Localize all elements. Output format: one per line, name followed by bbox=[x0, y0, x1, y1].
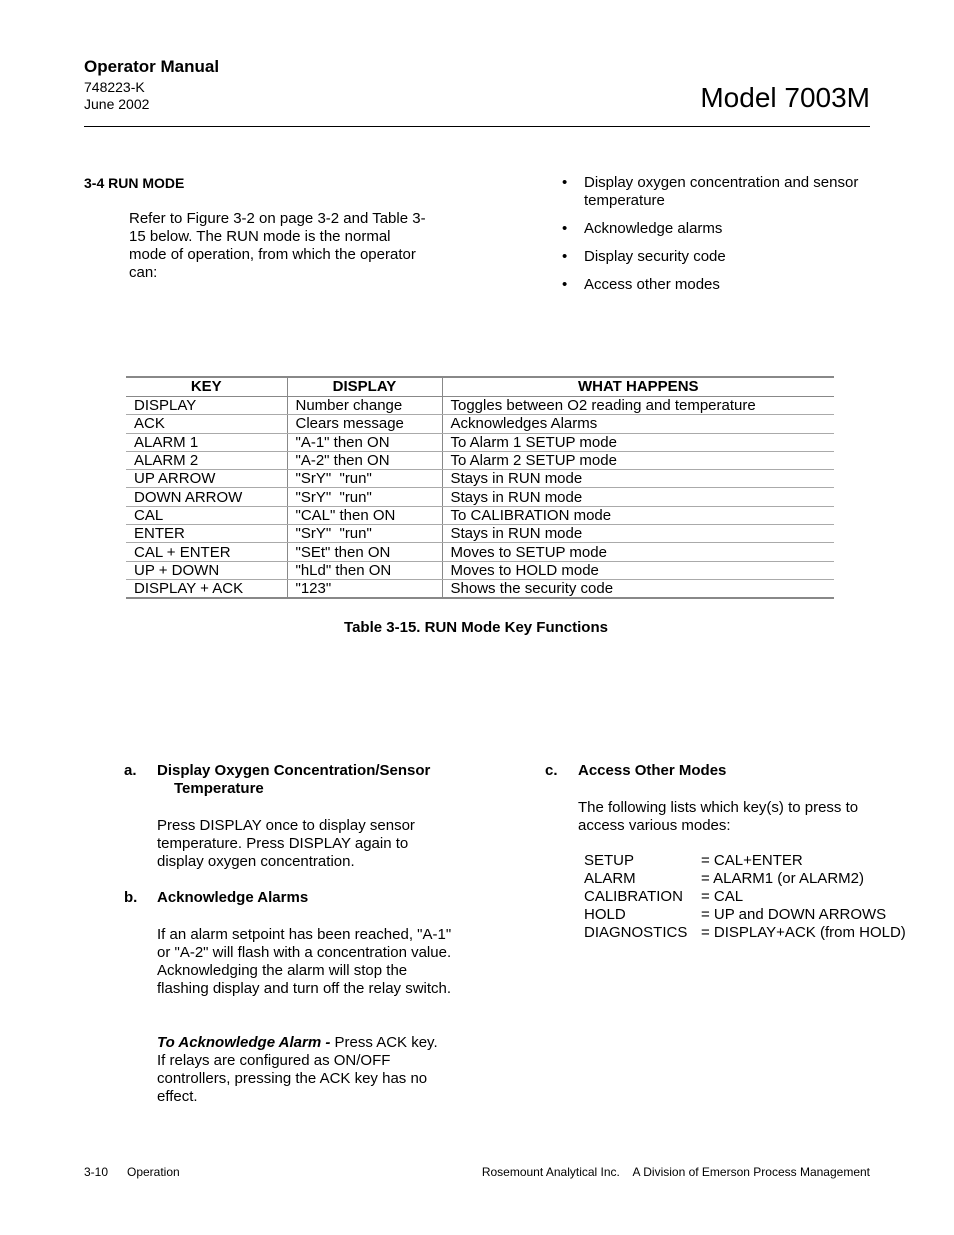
table-cell: ACK bbox=[126, 415, 287, 433]
table-cell: "123" bbox=[287, 579, 442, 598]
mode-row bbox=[582, 924, 908, 942]
mode-name: CALIBRATION bbox=[584, 888, 683, 905]
mode-keys: = CAL bbox=[701, 888, 744, 905]
table-cell: "SEt" then ON bbox=[287, 543, 442, 561]
table-row bbox=[126, 433, 834, 451]
mode-keys: = CAL+ENTER bbox=[701, 852, 803, 869]
sub-c-text: The following lists which key(s) to press to access various modes: bbox=[578, 799, 859, 834]
table-row bbox=[126, 415, 834, 433]
mode-name: SETUP bbox=[584, 852, 635, 869]
table-cell: Toggles between O2 reading and temperature bbox=[442, 397, 834, 415]
table-cell: Number change bbox=[287, 397, 442, 415]
mode-row bbox=[582, 852, 908, 870]
table-cell: Acknowledges Alarms bbox=[442, 415, 834, 433]
table-cell: Stays in RUN mode bbox=[442, 525, 834, 543]
bullet-list bbox=[560, 174, 880, 304]
sub-a-title-text: Display Oxygen Concentration/Sensor Temperature bbox=[157, 762, 431, 797]
mode-keys: = ALARM1 (or ALARM2) bbox=[701, 870, 864, 887]
sub-a-letter: a. bbox=[124, 762, 137, 779]
table-row bbox=[126, 579, 834, 598]
table-cell: CAL bbox=[126, 506, 287, 524]
table-cell: DISPLAY bbox=[126, 397, 287, 415]
table-row bbox=[126, 506, 834, 524]
table-cell: "A-1" then ON bbox=[287, 433, 442, 451]
column-header: DISPLAY bbox=[287, 377, 442, 397]
mode-keys: = UP and DOWN ARROWS bbox=[701, 906, 887, 923]
table-row bbox=[126, 397, 834, 415]
sub-c-title: Access Other Modes bbox=[578, 762, 727, 779]
table-row bbox=[126, 543, 834, 561]
table-cell: To CALIBRATION mode bbox=[442, 506, 834, 524]
doc-number: 748223-K bbox=[84, 79, 145, 95]
table-cell: UP + DOWN bbox=[126, 561, 287, 579]
table-cell: "SrY" "run" bbox=[287, 470, 442, 488]
table-cell: Shows the security code bbox=[442, 579, 834, 598]
sub-b-letter: b. bbox=[124, 889, 138, 906]
table-cell: Stays in RUN mode bbox=[442, 488, 834, 506]
table-cell: ALARM 1 bbox=[126, 433, 287, 451]
table-row bbox=[126, 561, 834, 579]
mode-name: HOLD bbox=[584, 906, 626, 923]
sub-b-procedure bbox=[157, 1034, 447, 1106]
procedure-text: Press ACK key. If relays are configured as ON/OFF controllers, pressing the ACK key has no effect. bbox=[157, 1034, 438, 1105]
sub-b-title: Acknowledge Alarms bbox=[157, 889, 309, 906]
mode-row bbox=[582, 888, 908, 906]
table-cell: "SrY" "run" bbox=[287, 525, 442, 543]
mode-row bbox=[582, 906, 908, 924]
table-cell: DOWN ARROW bbox=[126, 488, 287, 506]
footer-chapter: Operation bbox=[127, 1165, 180, 1179]
bullet-item: • Display oxygen concentration and sensor temperature bbox=[560, 174, 880, 210]
table-cell: "hLd" then ON bbox=[287, 561, 442, 579]
sub-a-title bbox=[157, 762, 457, 798]
section-intro: Refer to Figure 3-2 on page 3-2 and Table 3-15 below. The RUN mode is the normal mode of operation, from which the operator can: bbox=[129, 210, 426, 281]
procedure-lead: To Acknowledge Alarm - bbox=[157, 1034, 331, 1051]
section-heading: 3-4 RUN MODE bbox=[84, 175, 185, 191]
table-row bbox=[126, 451, 834, 469]
sub-c-letter: c. bbox=[545, 762, 558, 779]
column-header: KEY bbox=[126, 377, 287, 397]
bullet-item: • Acknowledge alarms bbox=[560, 220, 880, 238]
table-cell: ENTER bbox=[126, 525, 287, 543]
bullet-item: • Display security code bbox=[560, 248, 880, 266]
table-cell: Stays in RUN mode bbox=[442, 470, 834, 488]
table-cell: To Alarm 1 SETUP mode bbox=[442, 433, 834, 451]
table-row bbox=[126, 525, 834, 543]
model-title: Model 7003M bbox=[700, 82, 870, 113]
column-header: WHAT HAPPENS bbox=[442, 377, 834, 397]
doc-date: June 2002 bbox=[84, 96, 150, 112]
footer-page: 3-10 bbox=[84, 1165, 109, 1179]
manual-title: Operator Manual bbox=[84, 57, 220, 76]
mode-keys-list bbox=[582, 852, 908, 942]
header-rule bbox=[84, 126, 870, 127]
sub-a-text: Press DISPLAY once to display sensor temperature. Press DISPLAY again to display oxygen concentration. bbox=[157, 817, 415, 870]
table-caption: Table 3-15. RUN Mode Key Functions bbox=[344, 619, 608, 636]
table-cell: Moves to HOLD mode bbox=[442, 561, 834, 579]
bullet-item: • Access other modes bbox=[560, 276, 880, 294]
table-cell: "CAL" then ON bbox=[287, 506, 442, 524]
mode-row bbox=[582, 870, 908, 888]
mode-name: ALARM bbox=[584, 870, 636, 887]
mode-name: DIAGNOSTICS bbox=[584, 924, 688, 941]
table-cell: UP ARROW bbox=[126, 470, 287, 488]
table-cell: CAL + ENTER bbox=[126, 543, 287, 561]
table-cell: Moves to SETUP mode bbox=[442, 543, 834, 561]
table-cell: Clears message bbox=[287, 415, 442, 433]
table-cell: DISPLAY + ACK bbox=[126, 579, 287, 598]
table-row bbox=[126, 470, 834, 488]
run-mode-key-table bbox=[126, 376, 834, 599]
table-cell: ALARM 2 bbox=[126, 451, 287, 469]
sub-b-text: If an alarm setpoint has been reached, "A-1" or "A-2" will flash with a concentration value. Acknowledging the alarm will stop the flashing display and turn off the relay switch. bbox=[157, 926, 452, 997]
table-row bbox=[126, 488, 834, 506]
table-cell: To Alarm 2 SETUP mode bbox=[442, 451, 834, 469]
table-cell: "A-2" then ON bbox=[287, 451, 442, 469]
table-cell: "SrY" "run" bbox=[287, 488, 442, 506]
footer-company: Rosemount Analytical Inc. A Division of Emerson Process Management bbox=[481, 1165, 870, 1179]
mode-keys: = DISPLAY+ACK (from HOLD) bbox=[701, 924, 906, 941]
